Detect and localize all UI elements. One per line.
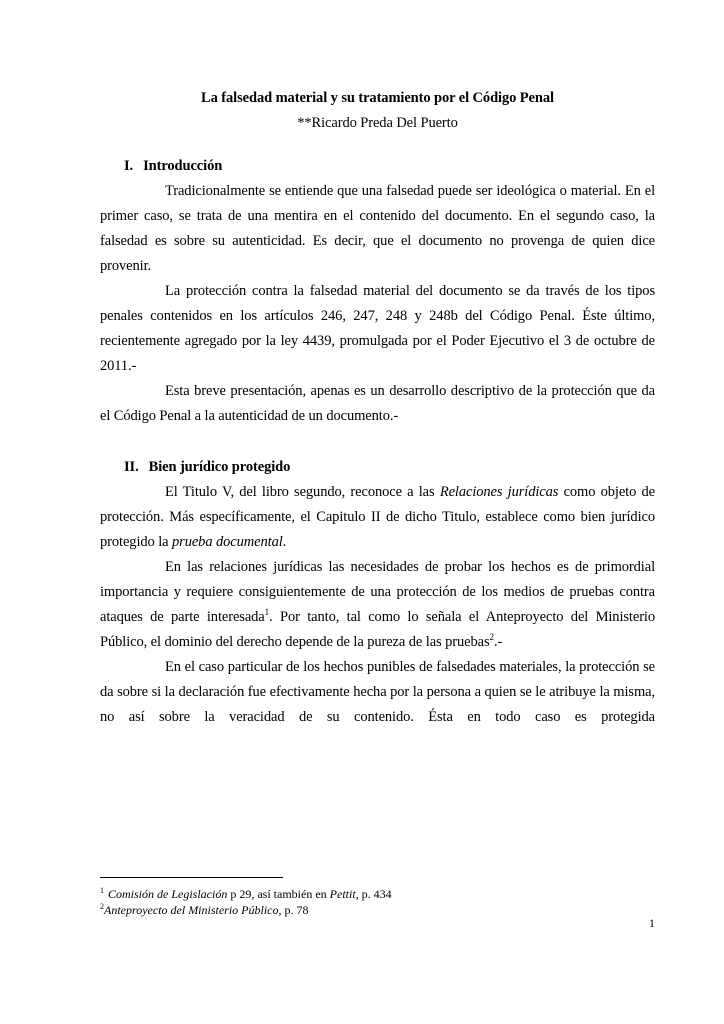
footnote-marker: 1 <box>100 886 104 895</box>
footnote-text-italic: Comisión de Legislación <box>108 887 228 901</box>
section-heading-introduccion <box>100 154 655 179</box>
paragraph-5 <box>100 555 655 655</box>
footnote-text: , p. 434 <box>355 887 392 901</box>
footnote-marker: 2 <box>100 902 104 911</box>
page-number: 1 <box>649 916 655 930</box>
section-number: II. <box>124 459 139 475</box>
section-number: I. <box>124 158 134 174</box>
text-run: .- <box>494 634 503 650</box>
page-title: La falsedad material y su tratamiento por el Código Penal <box>201 90 554 106</box>
footnote-reference-1: 1 <box>264 607 270 618</box>
footnote-text: p 29, así también en <box>227 887 330 901</box>
document-content <box>100 86 655 730</box>
author-line: **Ricardo Preda Del Puerto <box>297 115 458 131</box>
footnote-2 <box>100 902 655 918</box>
text-run-italic: prueba documental <box>172 534 283 550</box>
footnotes-section <box>100 877 655 918</box>
text-run: . Por tanto, tal como lo señala el Anteproyecto del Ministerio Público, el dominio del derecho depende de la pureza de las pruebas <box>100 609 655 650</box>
paragraph-2: La protección contra la falsedad material del documento se da través de los tipos penales contenidos en los artículos 246, 247, 248 y 248b del Código Penal. Éste último, recientemente agregado por la ley 4439, promulgada por el Poder Ejecutivo el 3 de octubre de 2011.- <box>100 283 655 374</box>
footnote-1 <box>100 886 655 902</box>
text-run: . <box>282 534 287 550</box>
text-run: El Titulo V, del libro segundo, reconoce a las <box>165 484 440 500</box>
section-label: Bien jurídico protegido <box>148 459 291 475</box>
text-run: como objeto de protección. Más específicamente, el Capitulo II de dicho Titulo, establece como bien jurídico protegido la <box>100 484 655 550</box>
text-run: En las relaciones jurídicas las necesidades de probar los hechos es de primordial importancia y requiere consiguientemente de una protección de los medios de pruebas contra ataques de parte interesada <box>100 559 655 625</box>
paragraph-4 <box>100 480 655 555</box>
footnote-reference-2: 2 <box>489 632 494 643</box>
footnote-separator <box>100 877 283 878</box>
footnote-text-italic: Pettit <box>329 887 356 901</box>
text-run-italic: Relaciones jurídicas <box>439 484 559 500</box>
paragraph-6: En el caso particular de los hechos punibles de falsedades materiales, la protección se da sobre si la declaración fue efectivamente hecha por la persona a quien se le atribuye la misma, no así sobre la veracidad de su contenido. Ésta en todo caso es protegida <box>100 659 655 725</box>
paragraph-1: Tradicionalmente se entiende que una falsedad puede ser ideológica o material. En el primer caso, se trata de una mentira en el contenido del documento. En el segundo caso, la falsedad es sobre su autenticidad. Es decir, que el documento no provenga de quien dice provenir. <box>100 183 655 274</box>
section-heading-bien-juridico <box>100 455 655 480</box>
footnote-text: , p. 78 <box>278 903 309 917</box>
footnote-text-italic: Anteproyecto del Ministerio Público <box>104 903 279 917</box>
section-label: Introducción <box>143 158 223 174</box>
paragraph-3: Esta breve presentación, apenas es un desarrollo descriptivo de la protección que da el Código Penal a la autenticidad de un documento.- <box>100 383 655 424</box>
